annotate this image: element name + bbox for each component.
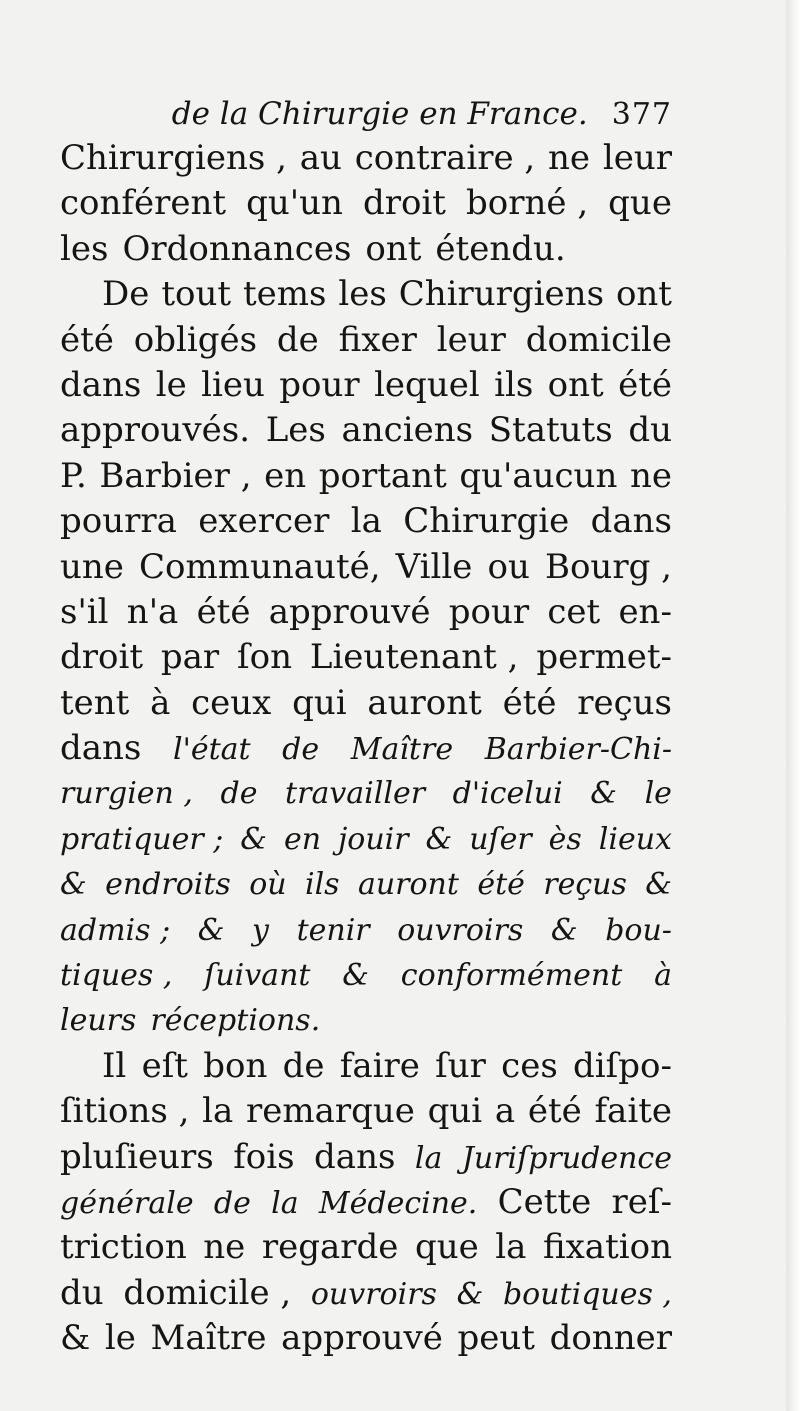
word: les [338, 274, 387, 315]
word: uſer [469, 821, 532, 857]
word: jouir [337, 821, 409, 857]
text-line [60, 318, 672, 363]
word: lieu [201, 364, 265, 405]
word: leurs [60, 1003, 137, 1039]
word: ſitions , [60, 1091, 190, 1132]
word: qu'aucun [459, 455, 618, 496]
word: étendu. [435, 228, 566, 269]
word: Chirurgie [403, 501, 570, 542]
word: Barbier , [99, 455, 252, 496]
word: de [220, 776, 258, 812]
text-line [60, 1089, 672, 1134]
body-text [60, 136, 672, 1362]
word: Chirurgiens , [60, 138, 287, 178]
word: la [271, 1185, 299, 1221]
word: de [276, 319, 319, 360]
word: le [644, 776, 672, 812]
word: & [425, 821, 453, 857]
text-line [60, 1180, 672, 1225]
word: du [628, 410, 672, 451]
word: tent [60, 682, 130, 723]
word: reſ- [611, 1181, 672, 1222]
word: Bourg , [544, 546, 672, 587]
word: Médecine. [318, 1185, 478, 1221]
word: où [249, 867, 287, 903]
word: leur [436, 319, 506, 360]
text-line [60, 817, 672, 862]
word: lequel [374, 364, 480, 405]
word: tiques , [60, 958, 173, 994]
word: Ville [395, 546, 473, 587]
word: diſpo- [573, 1045, 672, 1086]
text-line [60, 454, 672, 499]
word: que [414, 1227, 479, 1268]
word: reçus [543, 867, 627, 903]
word: obligés [133, 319, 258, 360]
text-line [60, 136, 672, 181]
word: au [299, 138, 342, 178]
running-head-title: de la Chirurgie en France. [171, 96, 588, 132]
word: qui [292, 682, 347, 723]
word: exercer [198, 501, 330, 542]
word: s'il [60, 591, 109, 632]
word: ils [304, 867, 340, 903]
word: la [350, 501, 382, 542]
word: par [160, 637, 220, 678]
word: tenir [296, 912, 370, 948]
word: été [60, 319, 114, 360]
word: domicile [525, 319, 672, 360]
word: en- [618, 591, 672, 632]
text-line [60, 545, 672, 590]
text-line [60, 1225, 672, 1270]
word: Communauté, [139, 546, 381, 587]
text-line [60, 408, 672, 453]
word: De [102, 274, 150, 315]
word: contraire , [354, 138, 536, 178]
word: ils [494, 364, 534, 405]
word: droit [362, 183, 446, 224]
word: permet- [536, 637, 672, 678]
word: la [202, 1091, 234, 1132]
text-line [60, 681, 672, 726]
word: la [414, 1140, 443, 1176]
word: triction [60, 1227, 187, 1268]
text-line [60, 1044, 672, 1089]
word: conférent [60, 183, 227, 224]
word: générale [60, 1185, 194, 1221]
word: ces [501, 1045, 558, 1086]
word: leur [602, 138, 672, 178]
word: tout [161, 274, 232, 315]
word: peut [457, 1318, 535, 1359]
word: dans [590, 501, 672, 542]
word: été [618, 364, 672, 405]
word: ſur [435, 1045, 486, 1086]
word: ne [629, 455, 672, 496]
word: domicile , [123, 1272, 292, 1313]
word: ceux [191, 682, 272, 723]
word: ouvroirs [310, 1276, 437, 1312]
word: donner [549, 1318, 672, 1359]
word: Cette [497, 1181, 592, 1222]
word: Maître [350, 732, 454, 768]
word: anciens [341, 410, 474, 451]
word: de [282, 1045, 325, 1086]
word: Juriſprudence [461, 1140, 672, 1176]
text-line [60, 908, 672, 953]
word: réceptions. [150, 1003, 321, 1039]
word: une [60, 546, 124, 587]
word: dans [60, 728, 142, 769]
word: travailler [285, 776, 426, 812]
word: été [502, 682, 557, 723]
word: de [282, 732, 320, 768]
text-line [60, 998, 672, 1043]
word: ſuivant [204, 958, 311, 994]
word: que [608, 183, 672, 224]
word: bon [203, 1045, 268, 1086]
text-line [60, 862, 672, 907]
word: de [213, 1185, 251, 1221]
text-line [60, 953, 672, 998]
word: du [60, 1272, 104, 1313]
word: fois [233, 1136, 295, 1177]
word: tems [242, 274, 327, 315]
word: Chirurgiens [398, 274, 605, 315]
word: remarque [246, 1091, 415, 1132]
word: ont [615, 274, 672, 315]
word: endroits [105, 867, 231, 903]
word: auront [367, 682, 482, 723]
word: le [155, 364, 187, 405]
word: ſon [237, 637, 292, 678]
text-line [60, 272, 672, 317]
word: ou [487, 546, 530, 587]
word: approuvés. [60, 410, 251, 451]
word: pourra [60, 501, 177, 542]
word: faite [594, 1091, 672, 1132]
word: ne [548, 138, 591, 178]
text-line [60, 1135, 672, 1180]
word: le [104, 1318, 136, 1359]
word: Lieutenant , [309, 637, 519, 678]
word: faire [339, 1045, 420, 1086]
word: & [240, 821, 268, 857]
word: été [477, 867, 525, 903]
word: ont [547, 364, 604, 405]
word: approuvé [268, 591, 431, 632]
word: admis ; [60, 912, 171, 948]
running-head [60, 92, 672, 136]
word: pratiquer ; [60, 821, 224, 857]
word: & [342, 958, 369, 994]
word: droit [60, 637, 144, 678]
word: Les [265, 410, 326, 451]
word: & [590, 776, 618, 812]
word: bou- [605, 912, 672, 948]
word: borné , [466, 183, 589, 224]
word: ne [203, 1227, 246, 1268]
word: cet [547, 591, 601, 632]
word: a [494, 1091, 516, 1132]
word: & [645, 867, 672, 903]
word: y [252, 912, 269, 948]
text-line [60, 1271, 672, 1316]
word: les [60, 228, 109, 269]
word: eſt [141, 1045, 188, 1086]
text-line [60, 771, 672, 816]
word: & [197, 912, 225, 948]
word: approuvé [281, 1318, 443, 1359]
word: & [456, 1276, 484, 1312]
word: pour [279, 364, 360, 405]
word: à [654, 958, 672, 994]
word: & [60, 867, 87, 903]
word: été [527, 1091, 582, 1132]
text-line [60, 1316, 672, 1361]
word: conformément [400, 958, 623, 994]
word: P. [60, 455, 87, 496]
word: reçus [577, 682, 672, 723]
word: dans [60, 364, 142, 405]
word: boutiques , [502, 1276, 672, 1312]
text-line [60, 590, 672, 635]
word: pluſieurs [60, 1136, 214, 1177]
text-line [60, 181, 672, 226]
word: l'état [172, 732, 251, 768]
word: la [495, 1227, 527, 1268]
page-edge [786, 0, 800, 1411]
word: en [283, 821, 322, 857]
text-line [60, 227, 672, 272]
word: & [60, 1318, 91, 1359]
word: Maître [150, 1318, 267, 1359]
word: ès [548, 821, 582, 857]
word: Il [102, 1045, 127, 1086]
word: Ordonnances [122, 228, 352, 269]
word: auront [357, 867, 459, 903]
word: d'icelui [452, 776, 563, 812]
text-line [60, 635, 672, 680]
word: rurgien , [60, 776, 193, 812]
word: à [150, 682, 171, 723]
word: ouvroirs [397, 912, 524, 948]
word: dans [314, 1136, 396, 1177]
word: & [550, 912, 578, 948]
word: été [196, 591, 251, 632]
word: portant [318, 455, 447, 496]
page-number: 377 [611, 97, 672, 132]
word: en [264, 455, 307, 496]
word: fixation [542, 1227, 672, 1268]
text-block [60, 92, 672, 1362]
word: n'a [126, 591, 179, 632]
word: ont [365, 228, 422, 269]
text-line [60, 363, 672, 408]
word: Barbier-Chi- [484, 732, 672, 768]
text-line [60, 499, 672, 544]
word: qu'un [246, 183, 343, 224]
word: lieux [598, 821, 672, 857]
word: Statuts [488, 410, 613, 451]
word: qui [427, 1091, 483, 1132]
text-line [60, 726, 672, 771]
word: pour [448, 591, 530, 632]
word: regarde [261, 1227, 399, 1268]
word: fixer [338, 319, 417, 360]
